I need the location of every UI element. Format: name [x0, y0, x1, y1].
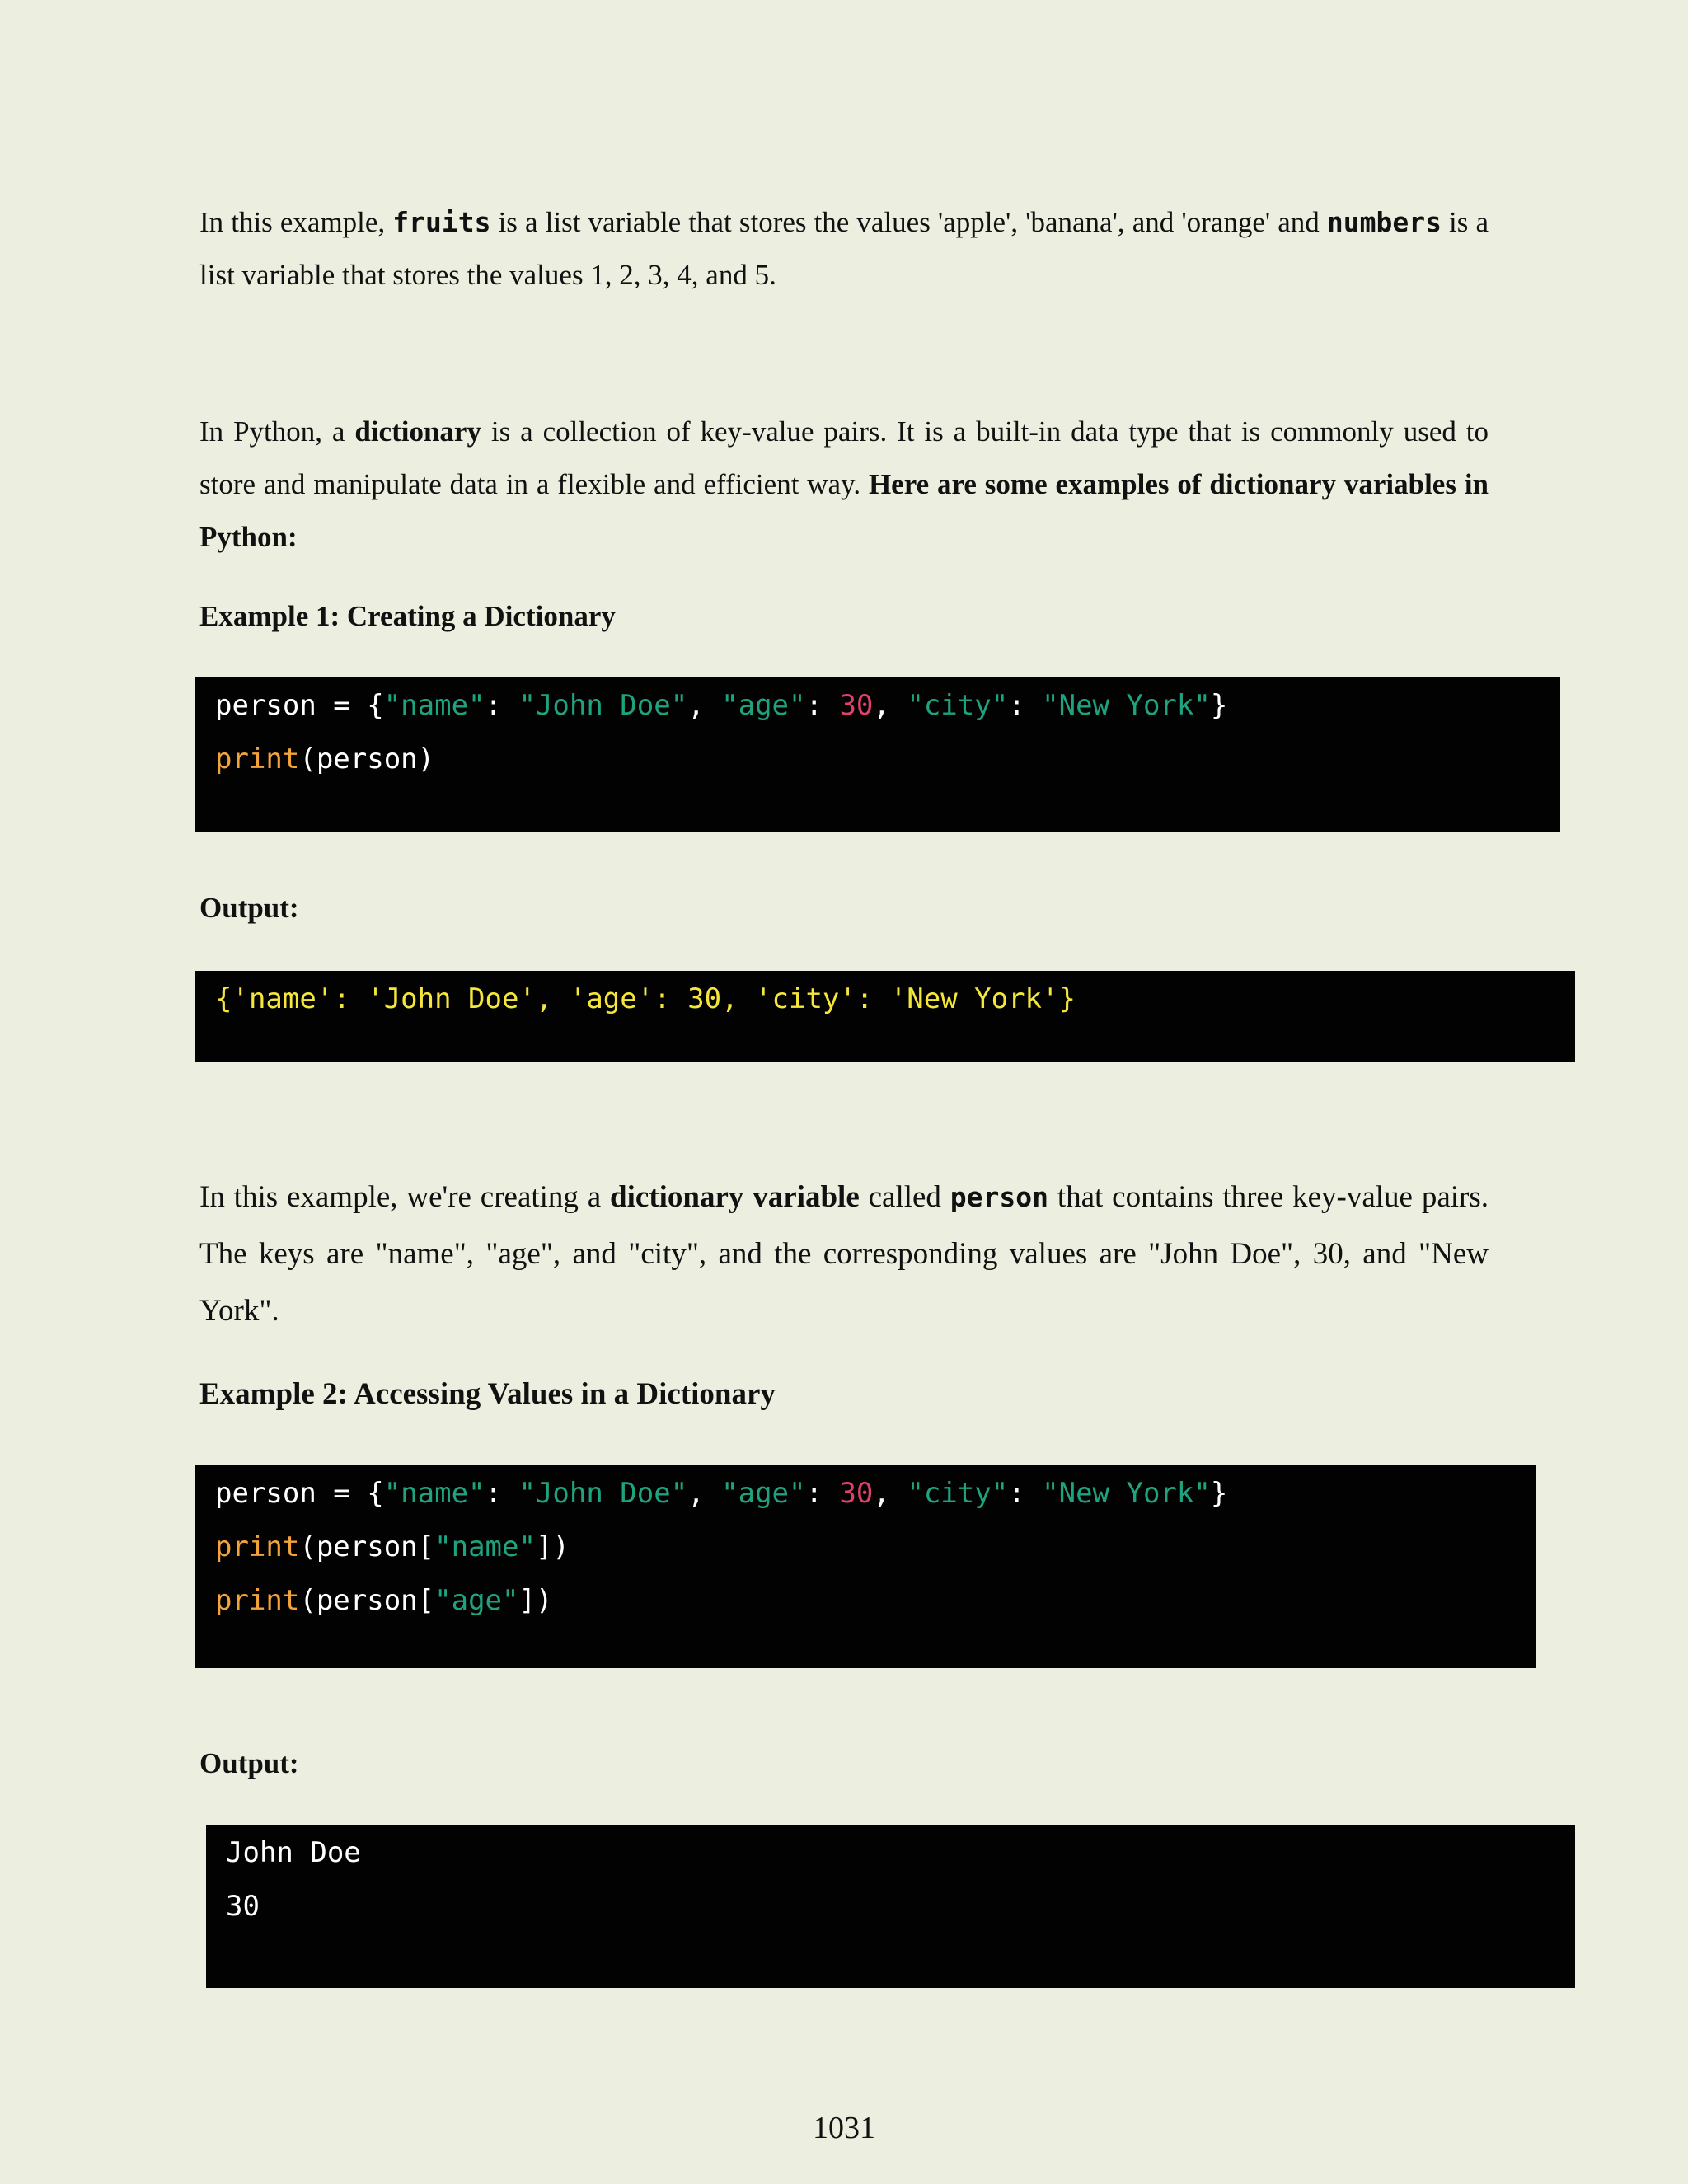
bold-text: Here are some examples of dictionary variables in Python:: [199, 468, 1496, 553]
output-2-heading: Output:: [199, 1747, 299, 1779]
bold-text: dictionary variable: [610, 1180, 860, 1214]
output-block-1: [195, 971, 1575, 1062]
example-2-heading: Example 2: Accessing Values in a Dictionary: [199, 1377, 776, 1411]
code-token-plain: :: [1008, 1477, 1043, 1510]
text-segment: called: [859, 1180, 950, 1214]
output-block-2: [206, 1825, 1575, 1988]
code-line: [215, 689, 1227, 722]
code-token-number: 30: [839, 689, 874, 722]
bold-text: dictionary: [354, 415, 481, 448]
intro-paragraph: [199, 196, 1496, 302]
code-token-plain: }: [1210, 689, 1228, 722]
output-1-heading: Output:: [199, 892, 299, 924]
code-token-plain: John Doe: [226, 1836, 361, 1869]
code-token-string: "John Doe": [518, 1477, 688, 1510]
code-line: [215, 743, 434, 776]
code-token-plain: :: [485, 1477, 519, 1510]
code-token-number: 30: [839, 1477, 874, 1510]
dictionary-paragraph: [199, 405, 1496, 564]
code-line: [215, 982, 1076, 1015]
inline-code: fruits: [392, 206, 491, 238]
code-token-plain: person = {: [215, 689, 384, 722]
code-token-plain: 30: [226, 1890, 260, 1923]
code-token-string: "age": [434, 1584, 519, 1617]
page-number: 1031: [813, 2111, 875, 2145]
example-1-heading: Example 1: Creating a Dictionary: [199, 600, 616, 632]
code-token-plain: :: [805, 689, 840, 722]
code-token-string: "John Doe": [518, 689, 688, 722]
code-token-plain: }: [1210, 1477, 1228, 1510]
text-segment: In this example,: [199, 206, 393, 238]
code-token-plain: ,: [687, 1477, 722, 1510]
code-token-builtin: print: [215, 1584, 300, 1617]
code-block-example-2: [195, 1465, 1536, 1668]
code-token-plain: :: [485, 689, 519, 722]
code-token-string: "name": [383, 1477, 485, 1510]
code-token-plain: person = {: [215, 1477, 384, 1510]
code-token-string: "name": [383, 689, 485, 722]
text-segment: that contains three key-value pairs. The keys are "name", "age", and "city", and the corresponding values are "John Doe", 30, and "New York".: [199, 1180, 1496, 1328]
code-token-string: "New York": [1042, 689, 1211, 722]
code-token-builtin: print: [215, 743, 300, 776]
code-line: [226, 1836, 361, 1869]
text-segment: is a collection of key-value pairs. It is a built-in data type that is commonly used to store and manipulate data in a flexible and efficient way.: [199, 415, 1496, 500]
text-segment: is a list variable that stores the values 1, 2, 3, 4, and 5.: [199, 206, 1496, 291]
code-line: [215, 1584, 552, 1617]
code-block-example-1: [195, 677, 1560, 832]
text-segment: In this example, we're creating a: [199, 1180, 611, 1214]
text-segment: In Python, a: [199, 415, 355, 448]
code-token-plain: ]): [535, 1530, 570, 1563]
explanation-paragraph: [199, 1169, 1496, 1339]
inline-code: person: [950, 1181, 1048, 1213]
code-token-plain: :: [805, 1477, 840, 1510]
code-token-string: "name": [434, 1530, 536, 1563]
code-token-string: "city": [907, 1477, 1009, 1510]
code-token-plain: (person[: [299, 1584, 435, 1617]
code-token-builtin: print: [215, 1530, 300, 1563]
inline-code: numbers: [1326, 206, 1442, 238]
code-token-yellow: {'name': 'John Doe', 'age': 30, 'city': 'New York'}: [215, 982, 1076, 1015]
code-token-plain: ,: [873, 689, 907, 722]
code-line: [215, 1477, 1227, 1510]
code-token-plain: (person): [299, 743, 435, 776]
text-segment: is a list variable that stores the values 'apple', 'banana', and 'orange' and: [490, 206, 1327, 238]
code-token-plain: (person[: [299, 1530, 435, 1563]
code-token-plain: ,: [687, 689, 722, 722]
code-line: [215, 1530, 570, 1563]
code-token-string: "age": [721, 689, 806, 722]
code-token-string: "city": [907, 689, 1009, 722]
code-line: [226, 1890, 260, 1923]
code-token-string: "age": [721, 1477, 806, 1510]
code-token-plain: ,: [873, 1477, 907, 1510]
code-token-plain: :: [1008, 689, 1043, 722]
code-token-plain: ]): [518, 1584, 553, 1617]
code-token-string: "New York": [1042, 1477, 1211, 1510]
